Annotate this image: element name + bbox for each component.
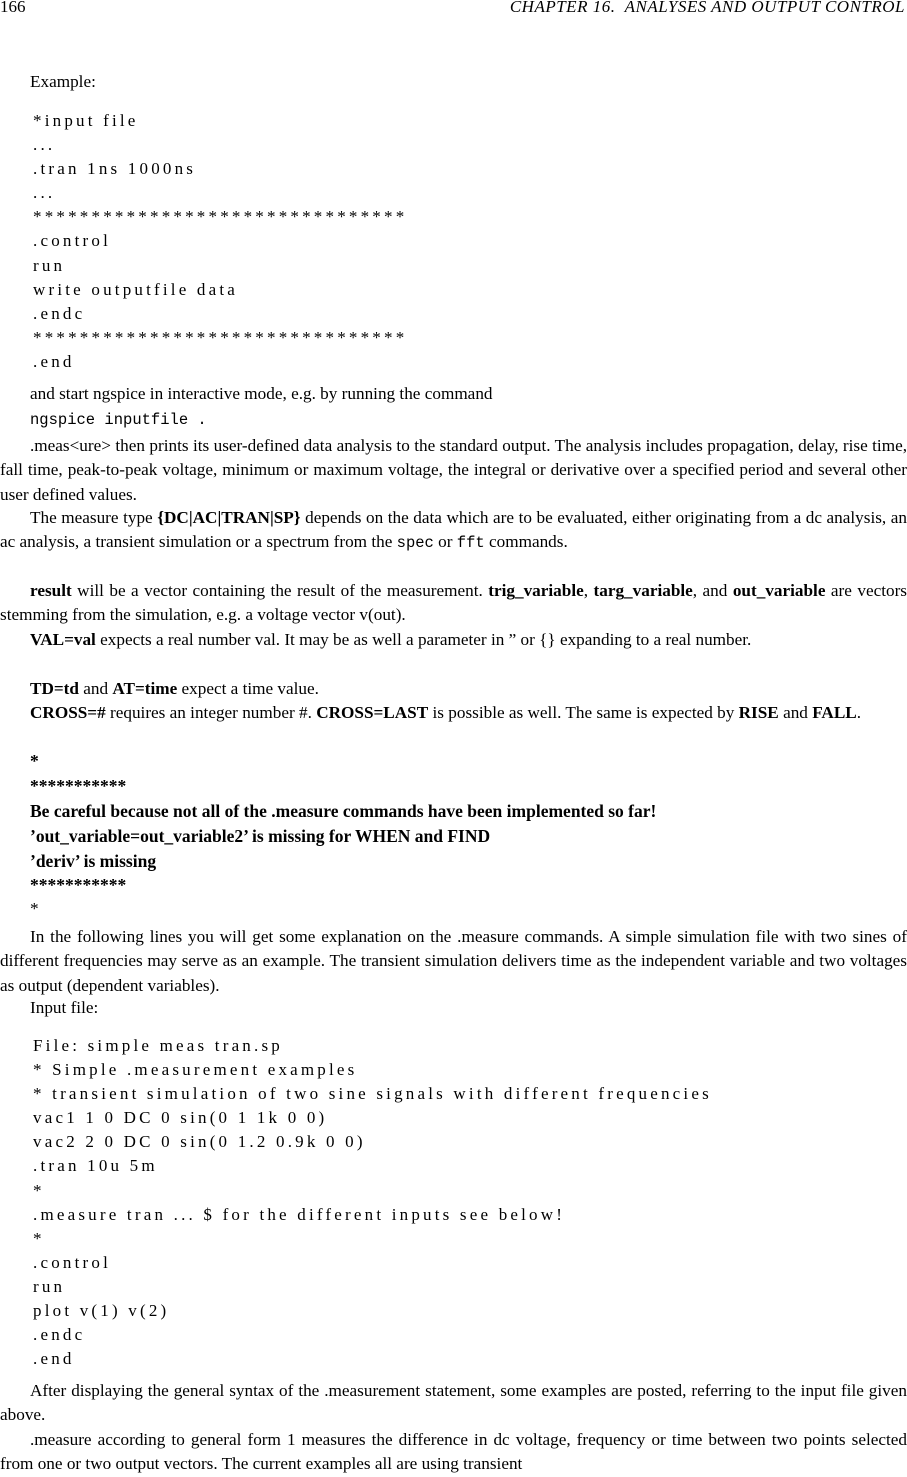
- code-line: run: [33, 255, 66, 275]
- result-paragraph: result will be a vector containing the result of the measurement. trig_variable, targ_variable, and out_variable are vectors stemming from the simulation, e.g. a voltage vector v(out).: [0, 581, 907, 625]
- code-line: .tran 1ns 1000ns: [33, 159, 197, 179]
- code-line: .end: [33, 1349, 75, 1369]
- code-line: vac2 2 0 DC 0 sin(0 1.2 0.9k 0 0): [33, 1132, 366, 1152]
- command-line: ngspice inputfile .: [30, 411, 207, 429]
- code-line: *: [33, 1228, 45, 1248]
- start-paragraph: and start ngspice in interactive mode, e.g. by running the command: [30, 384, 493, 403]
- code-line: write outputfile data: [33, 279, 239, 299]
- page-number: 166: [0, 0, 26, 16]
- code-line: .measure tran ... $ for the different inputs see below!: [33, 1204, 566, 1224]
- warning-stars-top: ***********: [30, 776, 127, 796]
- input-file-label: Input file:: [30, 998, 99, 1017]
- code-line: * transient simulation of two sine signals with different frequencies: [33, 1084, 712, 1104]
- code-line: *input file: [33, 111, 139, 130]
- warning-star-end: *: [30, 899, 39, 918]
- warning-stars-bottom: ***********: [30, 875, 127, 895]
- example-label: Example:: [30, 72, 96, 91]
- code-block-input-file: [33, 109, 407, 374]
- val-paragraph: VAL=val expects a real number val. It may be as well a parameter in ” or {} expanding to a real number.: [30, 630, 752, 649]
- following-paragraph: In the following lines you will get some explanation on the .measure commands. A simple simulation file with two sines of different frequencies may serve as an example. The transient simulation delivers time as the independent variable and two voltages as output (dependent variables).: [0, 927, 907, 995]
- after-paragraph: After displaying the general syntax of the .measurement statement, some examples are posted, referring to the input file given above.: [0, 1381, 907, 1425]
- code-line: * Simple .measurement examples: [33, 1060, 358, 1080]
- code-line: .tran 10u 5m: [33, 1156, 158, 1176]
- meas-paragraph: .meas<ure> then prints its user-defined data analysis to the standard output. The analysis includes propagation, delay, rise time, fall time, peak-to-peak voltage, minimum or maximum voltage, the integral or derivative over a specified period and several other user defined values.: [0, 436, 907, 504]
- code-line: .endc: [33, 1325, 86, 1345]
- general-form-paragraph: .measure according to general form 1 measures the difference in dc voltage, frequency or time between two points selected from one or two output vectors. The current examples all are using transient: [0, 1430, 907, 1474]
- code-line: .endc: [33, 303, 86, 323]
- measure-type-paragraph: The measure type {DC|AC|TRAN|SP} depends on the data which are to be evaluated, either originating from a dc analysis, an ac analysis, a transient simulation or a spectrum from the spec or fft commands.: [0, 508, 907, 553]
- code-line: .end: [33, 351, 75, 371]
- code-line: ********************************: [33, 327, 408, 347]
- warning-line-2: ’out_variable=out_variable2’ is missing for WHEN and FIND: [30, 826, 491, 846]
- warning-star: *: [30, 751, 39, 771]
- warning-line-1: Be careful because not all of the .measure commands have been implemented so far!: [30, 801, 657, 821]
- code-line: .control: [33, 231, 112, 251]
- code-line: plot v(1) v(2): [33, 1301, 170, 1321]
- code-line: vac1 1 0 DC 0 sin(0 1 1k 0 0): [33, 1108, 328, 1128]
- code-line: File: simple meas tran.sp: [33, 1036, 283, 1055]
- td-paragraph: TD=td and AT=time expect a time value.: [30, 679, 319, 698]
- code-line: ...: [33, 183, 56, 203]
- cross-paragraph: CROSS=# requires an integer number #. CROSS=LAST is possible as well. The same is expected by RISE and FALL.: [30, 703, 862, 722]
- code-line: .control: [33, 1252, 112, 1272]
- warning-line-3: ’deriv’ is missing: [30, 851, 157, 871]
- code-line: run: [33, 1276, 66, 1296]
- code-block-simple-meas: [33, 1034, 712, 1371]
- chapter-title: CHAPTER 16. ANALYSES AND OUTPUT CONTROL: [509, 0, 905, 16]
- code-line: *: [33, 1180, 45, 1200]
- code-line: ...: [33, 135, 56, 155]
- code-line: ********************************: [33, 207, 408, 227]
